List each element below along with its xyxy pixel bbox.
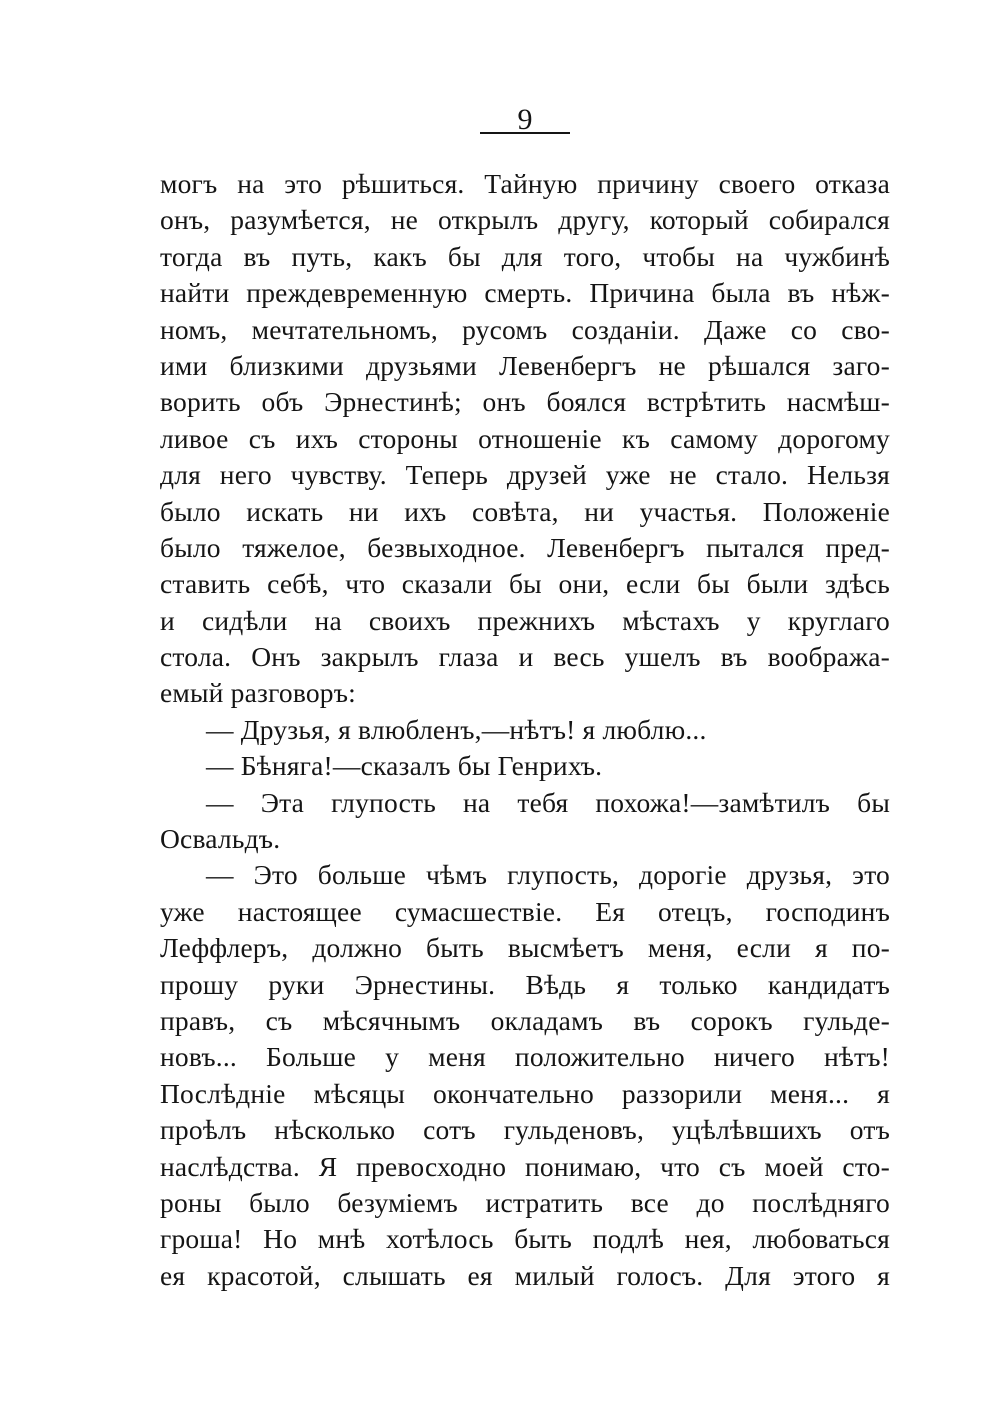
text-line: стола. Онъ закрылъ глаза и весь ушелъ въ вообража- bbox=[160, 641, 890, 673]
text-line: прошу руки Эрнестины. Вѣдь я только кандидатъ bbox=[160, 968, 890, 1000]
text-line: ими близкими друзьями Левенбергъ не рѣшался заго- bbox=[160, 349, 890, 381]
page-number: 9 bbox=[480, 100, 570, 134]
text-line: Леффлеръ, должно быть высмѣетъ меня, если я по- bbox=[160, 932, 890, 964]
text-line: — Бѣняга!—сказалъ бы Генрихъ. bbox=[206, 750, 603, 782]
text-line: ливое съ ихъ стороны отношеніе къ самому дорогому bbox=[160, 422, 890, 454]
text-line: тогда въ путь, какъ бы для того, чтобы на чужбинѣ bbox=[160, 240, 890, 272]
text-line: найти преждевременную смерть. Причина была въ нѣж- bbox=[160, 277, 890, 309]
text-line: — Друзья, я влюбленъ,—нѣтъ! я люблю... bbox=[206, 713, 707, 745]
text-line: было тяжелое, безвыходное. Левенбергъ пытался пред- bbox=[160, 531, 890, 563]
text-line: для него чувству. Теперь друзей уже не стало. Нельзя bbox=[160, 459, 890, 491]
text-line: ставить себѣ, что сказали бы они, если бы были здѣсь bbox=[160, 568, 890, 600]
text-line: — Эта глупость на тебя похожа!—замѣтилъ бы bbox=[206, 786, 890, 818]
text-line: наслѣдства. Я превосходно понимаю, что съ моей сто- bbox=[160, 1150, 890, 1182]
text-line: и сидѣли на своихъ прежнихъ мѣстахъ у круглаго bbox=[160, 604, 890, 636]
text-line: онъ, разумѣется, не открылъ другу, который собирался bbox=[160, 204, 890, 236]
text-line: — Это больше чѣмъ глупость, дорогіе друзья, это bbox=[206, 859, 890, 891]
text-line: роны было безуміемъ истратить все до послѣдняго bbox=[160, 1186, 890, 1218]
text-line: проѣлъ нѣсколько сотъ гульденовъ, уцѣлѣвшихъ отъ bbox=[160, 1114, 890, 1146]
text-line: емый разговоръ: bbox=[160, 677, 356, 709]
body-text bbox=[160, 166, 890, 1294]
text-line: гроша! Но мнѣ хотѣлось быть подлѣ нея, любоваться bbox=[160, 1223, 890, 1255]
text-line: новъ... Больше у меня положительно ничего нѣтъ! bbox=[160, 1041, 890, 1073]
text-line: Освальдъ. bbox=[160, 823, 281, 855]
text-line: правъ, съ мѣсячнымъ окладамъ въ сорокъ гульде- bbox=[160, 1004, 890, 1036]
text-line: номъ, мечтательномъ, русомъ созданіи. Даже со сво- bbox=[160, 313, 890, 345]
text-line: было искать ни ихъ совѣта, ни участья. Положеніе bbox=[160, 495, 890, 527]
text-line: могъ на это рѣшиться. Тайную причину своего отказа bbox=[160, 168, 890, 199]
text-line: Послѣдніе мѣсяцы окончательно раззорили меня... я bbox=[160, 1077, 890, 1109]
text-line: ея красотой, слышать ея милый голосъ. Для этого я bbox=[160, 1259, 890, 1291]
text-line: ворить объ Эрнестинѣ; онъ боялся встрѣтить насмѣш- bbox=[160, 386, 890, 418]
text-line: уже настоящее сумасшествіе. Ея отецъ, господинъ bbox=[160, 895, 890, 927]
